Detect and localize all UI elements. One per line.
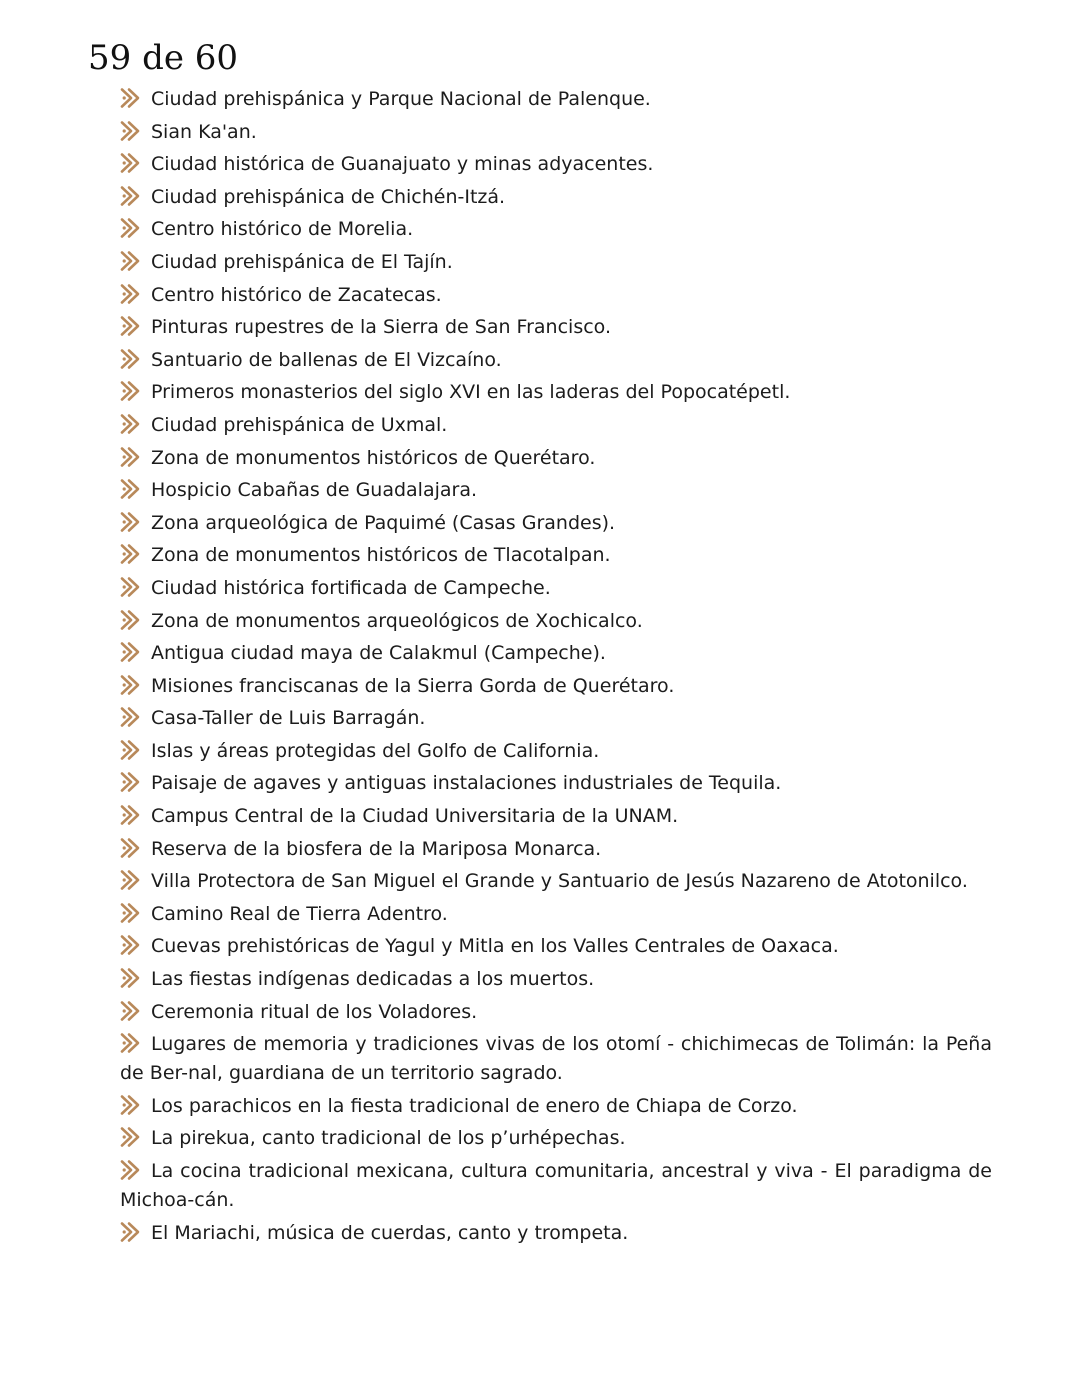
list-item	[120, 574, 992, 603]
list-item-text: Ceremonia ritual de los Voladores.	[151, 1000, 478, 1023]
list-item	[120, 1219, 992, 1248]
chevron-swirl-icon	[120, 1221, 141, 1243]
list-item	[120, 541, 992, 570]
list-item	[120, 802, 992, 831]
list-item-text: Cuevas prehistóricas de Yagul y Mitla en los Valles Centrales de Oaxaca.	[151, 935, 839, 958]
chevron-swirl-icon	[120, 87, 141, 109]
list-item-text: Zona de monumentos históricos de Tlacotalpan.	[151, 544, 611, 567]
chevron-swirl-icon	[120, 217, 141, 239]
chevron-swirl-icon	[120, 446, 141, 468]
list-item-text: Santuario de ballenas de El Vizcaíno.	[151, 348, 502, 371]
chevron-swirl-icon	[120, 771, 141, 793]
chevron-swirl-icon	[120, 543, 141, 565]
chevron-swirl-icon	[120, 641, 141, 663]
list-item-text: Los parachicos en la fiesta tradicional de enero de Chiapa de Corzo.	[151, 1094, 798, 1117]
list-item-text: Ciudad prehispánica de El Tajín.	[151, 250, 453, 273]
chevron-swirl-icon	[120, 120, 141, 142]
chevron-swirl-icon	[120, 576, 141, 598]
list-item	[120, 346, 992, 375]
list-item-text: Villa Protectora de San Miguel el Grande y Santuario de Jesús Nazareno de Atotonilco.	[151, 870, 968, 893]
chevron-swirl-icon	[120, 804, 141, 826]
list-item	[120, 835, 992, 864]
list-item-text: El Mariachi, música de cuerdas, canto y trompeta.	[151, 1221, 629, 1244]
list-item	[120, 183, 992, 212]
list-item	[120, 444, 992, 473]
list-item	[120, 998, 992, 1027]
chevron-swirl-icon	[120, 739, 141, 761]
list-item-text: Pinturas rupestres de la Sierra de San Francisco.	[151, 316, 611, 339]
list-item	[120, 867, 992, 896]
list-item-text: Camino Real de Tierra Adentro.	[151, 902, 448, 925]
chevron-swirl-icon	[120, 315, 141, 337]
chevron-swirl-icon	[120, 1159, 141, 1181]
list-item	[120, 769, 992, 798]
list-item	[120, 607, 992, 636]
chevron-swirl-icon	[120, 869, 141, 891]
list-item	[120, 704, 992, 733]
chevron-swirl-icon	[120, 250, 141, 272]
list-item-text: Lugares de memoria y tradiciones vivas de los otomí - chichimecas de Tolimán: la Peña de Ber-nal, guardiana de un territorio sagrado.	[120, 1033, 992, 1085]
list-item-text: Ciudad histórica de Guanajuato y minas adyacentes.	[151, 153, 654, 176]
list-item	[120, 1124, 992, 1153]
list-item-text: Primeros monasterios del siglo XVI en las laderas del Popocatépetl.	[151, 381, 791, 404]
chevron-swirl-icon	[120, 902, 141, 924]
chevron-swirl-icon	[120, 185, 141, 207]
chevron-swirl-icon	[120, 1126, 141, 1148]
list-item-text: Islas y áreas protegidas del Golfo de California.	[151, 739, 600, 762]
list-item	[120, 150, 992, 179]
list-item	[120, 1030, 992, 1088]
chevron-swirl-icon	[120, 1032, 141, 1054]
list-item-text: La pirekua, canto tradicional de los p’urhépechas.	[151, 1127, 626, 1150]
list-item	[120, 248, 992, 277]
list-item	[120, 411, 992, 440]
chevron-swirl-icon	[120, 478, 141, 500]
chevron-swirl-icon	[120, 609, 141, 631]
list-item	[120, 639, 992, 668]
list-item	[120, 378, 992, 407]
chevron-swirl-icon	[120, 934, 141, 956]
list-item-text: Sian Ka'an.	[151, 120, 257, 143]
chevron-swirl-icon	[120, 413, 141, 435]
chevron-swirl-icon	[120, 283, 141, 305]
chevron-swirl-icon	[120, 837, 141, 859]
list-item-text: La cocina tradicional mexicana, cultura comunitaria, ancestral y viva - El paradigma de Michoa-cán.	[120, 1160, 992, 1211]
chevron-swirl-icon	[120, 706, 141, 728]
list-item-text: Misiones franciscanas de la Sierra Gorda de Querétaro.	[151, 674, 675, 697]
list-item-text: Zona arqueológica de Paquimé (Casas Grandes).	[151, 511, 616, 534]
list-item	[120, 281, 992, 310]
chevron-swirl-icon	[120, 152, 141, 174]
chevron-swirl-icon	[120, 674, 141, 696]
chevron-swirl-icon	[120, 348, 141, 370]
list-item	[120, 509, 992, 538]
list-item	[120, 313, 992, 342]
list-item-text: Ciudad prehispánica y Parque Nacional de Palenque.	[151, 88, 651, 110]
list-item-text: Ciudad prehispánica de Uxmal.	[151, 413, 448, 436]
list-item-text: Zona de monumentos arqueológicos de Xochicalco.	[151, 609, 643, 632]
list-item-text: Reserva de la biosfera de la Mariposa Monarca.	[151, 837, 602, 860]
chevron-swirl-icon	[120, 511, 141, 533]
list-item-text: Centro histórico de Morelia.	[151, 218, 414, 241]
list-item-text: Hospicio Cabañas de Guadalajara.	[151, 479, 478, 502]
list-item	[120, 118, 992, 147]
list-item-text: Las fiestas indígenas dedicadas a los muertos.	[151, 968, 595, 991]
chevron-swirl-icon	[120, 967, 141, 989]
list-item-text: Zona de monumentos históricos de Querétaro.	[151, 446, 596, 469]
chevron-swirl-icon	[120, 1000, 141, 1022]
list-item	[120, 932, 992, 961]
list-item-text: Antigua ciudad maya de Calakmul (Campeche).	[151, 642, 606, 665]
list-item	[120, 672, 992, 701]
list-item-text: Campus Central de la Ciudad Universitaria de la UNAM.	[151, 805, 679, 828]
list-item-text: Casa-Taller de Luis Barragán.	[151, 707, 426, 730]
chevron-swirl-icon	[120, 1094, 141, 1116]
list-item-text: Centro histórico de Zacatecas.	[151, 283, 442, 306]
list-item-text: Ciudad histórica fortificada de Campeche.	[151, 576, 551, 599]
list-item	[120, 215, 992, 244]
list-item	[120, 85, 992, 114]
list-item-text: Paisaje de agaves y antiguas instalaciones industriales de Tequila.	[151, 772, 782, 795]
heritage-site-list	[120, 85, 992, 1251]
list-item	[120, 900, 992, 929]
list-item	[120, 1092, 992, 1121]
list-item	[120, 1157, 992, 1215]
list-item	[120, 737, 992, 766]
page-counter: 59 de 60	[88, 38, 239, 78]
list-item	[120, 965, 992, 994]
chevron-swirl-icon	[120, 380, 141, 402]
list-item	[120, 476, 992, 505]
list-item-text: Ciudad prehispánica de Chichén-Itzá.	[151, 185, 506, 208]
